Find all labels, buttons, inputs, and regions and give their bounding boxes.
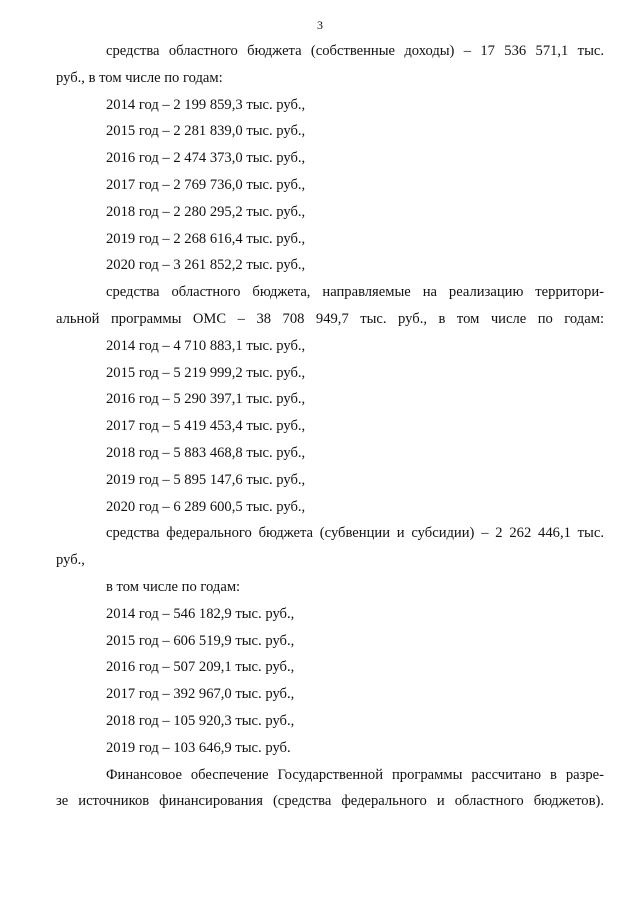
text-line: 2016 год – 2 474 373,0 тыс. руб.,	[106, 150, 306, 167]
text-line: в том числе по годам:	[106, 578, 241, 595]
text-line: 2016 год – 507 209,1 тыс. руб.,	[106, 659, 295, 676]
text-line: 2020 год – 3 261 852,2 тыс. руб.,	[106, 257, 306, 274]
page-number: 3	[317, 18, 323, 32]
text-line: 2018 год – 2 280 295,2 тыс. руб.,	[106, 203, 306, 220]
text-line: средства областного бюджета (собственные доходы) – 17 536 571,1 тыс.	[106, 43, 604, 59]
text-line: 2017 год – 392 967,0 тыс. руб.,	[106, 686, 295, 703]
text-line: 2015 год – 606 519,9 тыс. руб.,	[106, 632, 295, 649]
text-line: 2019 год – 103 646,9 тыс. руб.	[106, 739, 291, 756]
text-line: 2014 год – 4 710 883,1 тыс. руб.,	[106, 337, 306, 354]
text-line: 2017 год – 2 769 736,0 тыс. руб.,	[106, 176, 306, 193]
text-line: руб.,	[56, 552, 85, 569]
text-line: зе источников финансирования (средства федерального и областного бюджетов).	[56, 793, 604, 810]
text-line: 2016 год – 5 290 397,1 тыс. руб.,	[106, 391, 306, 408]
text-line: средства федерального бюджета (субвенции и субсидии) – 2 262 446,1 тыс.	[106, 525, 604, 542]
text-line: руб., в том числе по годам:	[56, 69, 223, 86]
text-line: альной программы ОМС – 38 708 949,7 тыс. руб., в том числе по годам:	[56, 310, 604, 327]
text-line: 2017 год – 5 419 453,4 тыс. руб.,	[106, 418, 306, 435]
text-line: 2018 год – 5 883 468,8 тыс. руб.,	[106, 444, 306, 461]
text-line: средства областного бюджета, направляемые на реализацию территори-	[106, 284, 604, 301]
text-line: Финансовое обеспечение Государственной программы рассчитано в разре-	[106, 766, 604, 783]
text-line: 2015 год – 5 219 999,2 тыс. руб.,	[106, 364, 306, 381]
text-line: 2019 год – 5 895 147,6 тыс. руб.,	[106, 471, 306, 488]
text-line: 2019 год – 2 268 616,4 тыс. руб.,	[106, 230, 306, 247]
text-line: 2014 год – 546 182,9 тыс. руб.,	[106, 605, 295, 622]
text-line: 2018 год – 105 920,3 тыс. руб.,	[106, 712, 295, 729]
document-body	[56, 38, 604, 815]
text-line: 2020 год – 6 289 600,5 тыс. руб.,	[106, 498, 306, 515]
text-line: 2015 год – 2 281 839,0 тыс. руб.,	[106, 123, 306, 140]
text-line: 2014 год – 2 199 859,3 тыс. руб.,	[106, 96, 306, 113]
